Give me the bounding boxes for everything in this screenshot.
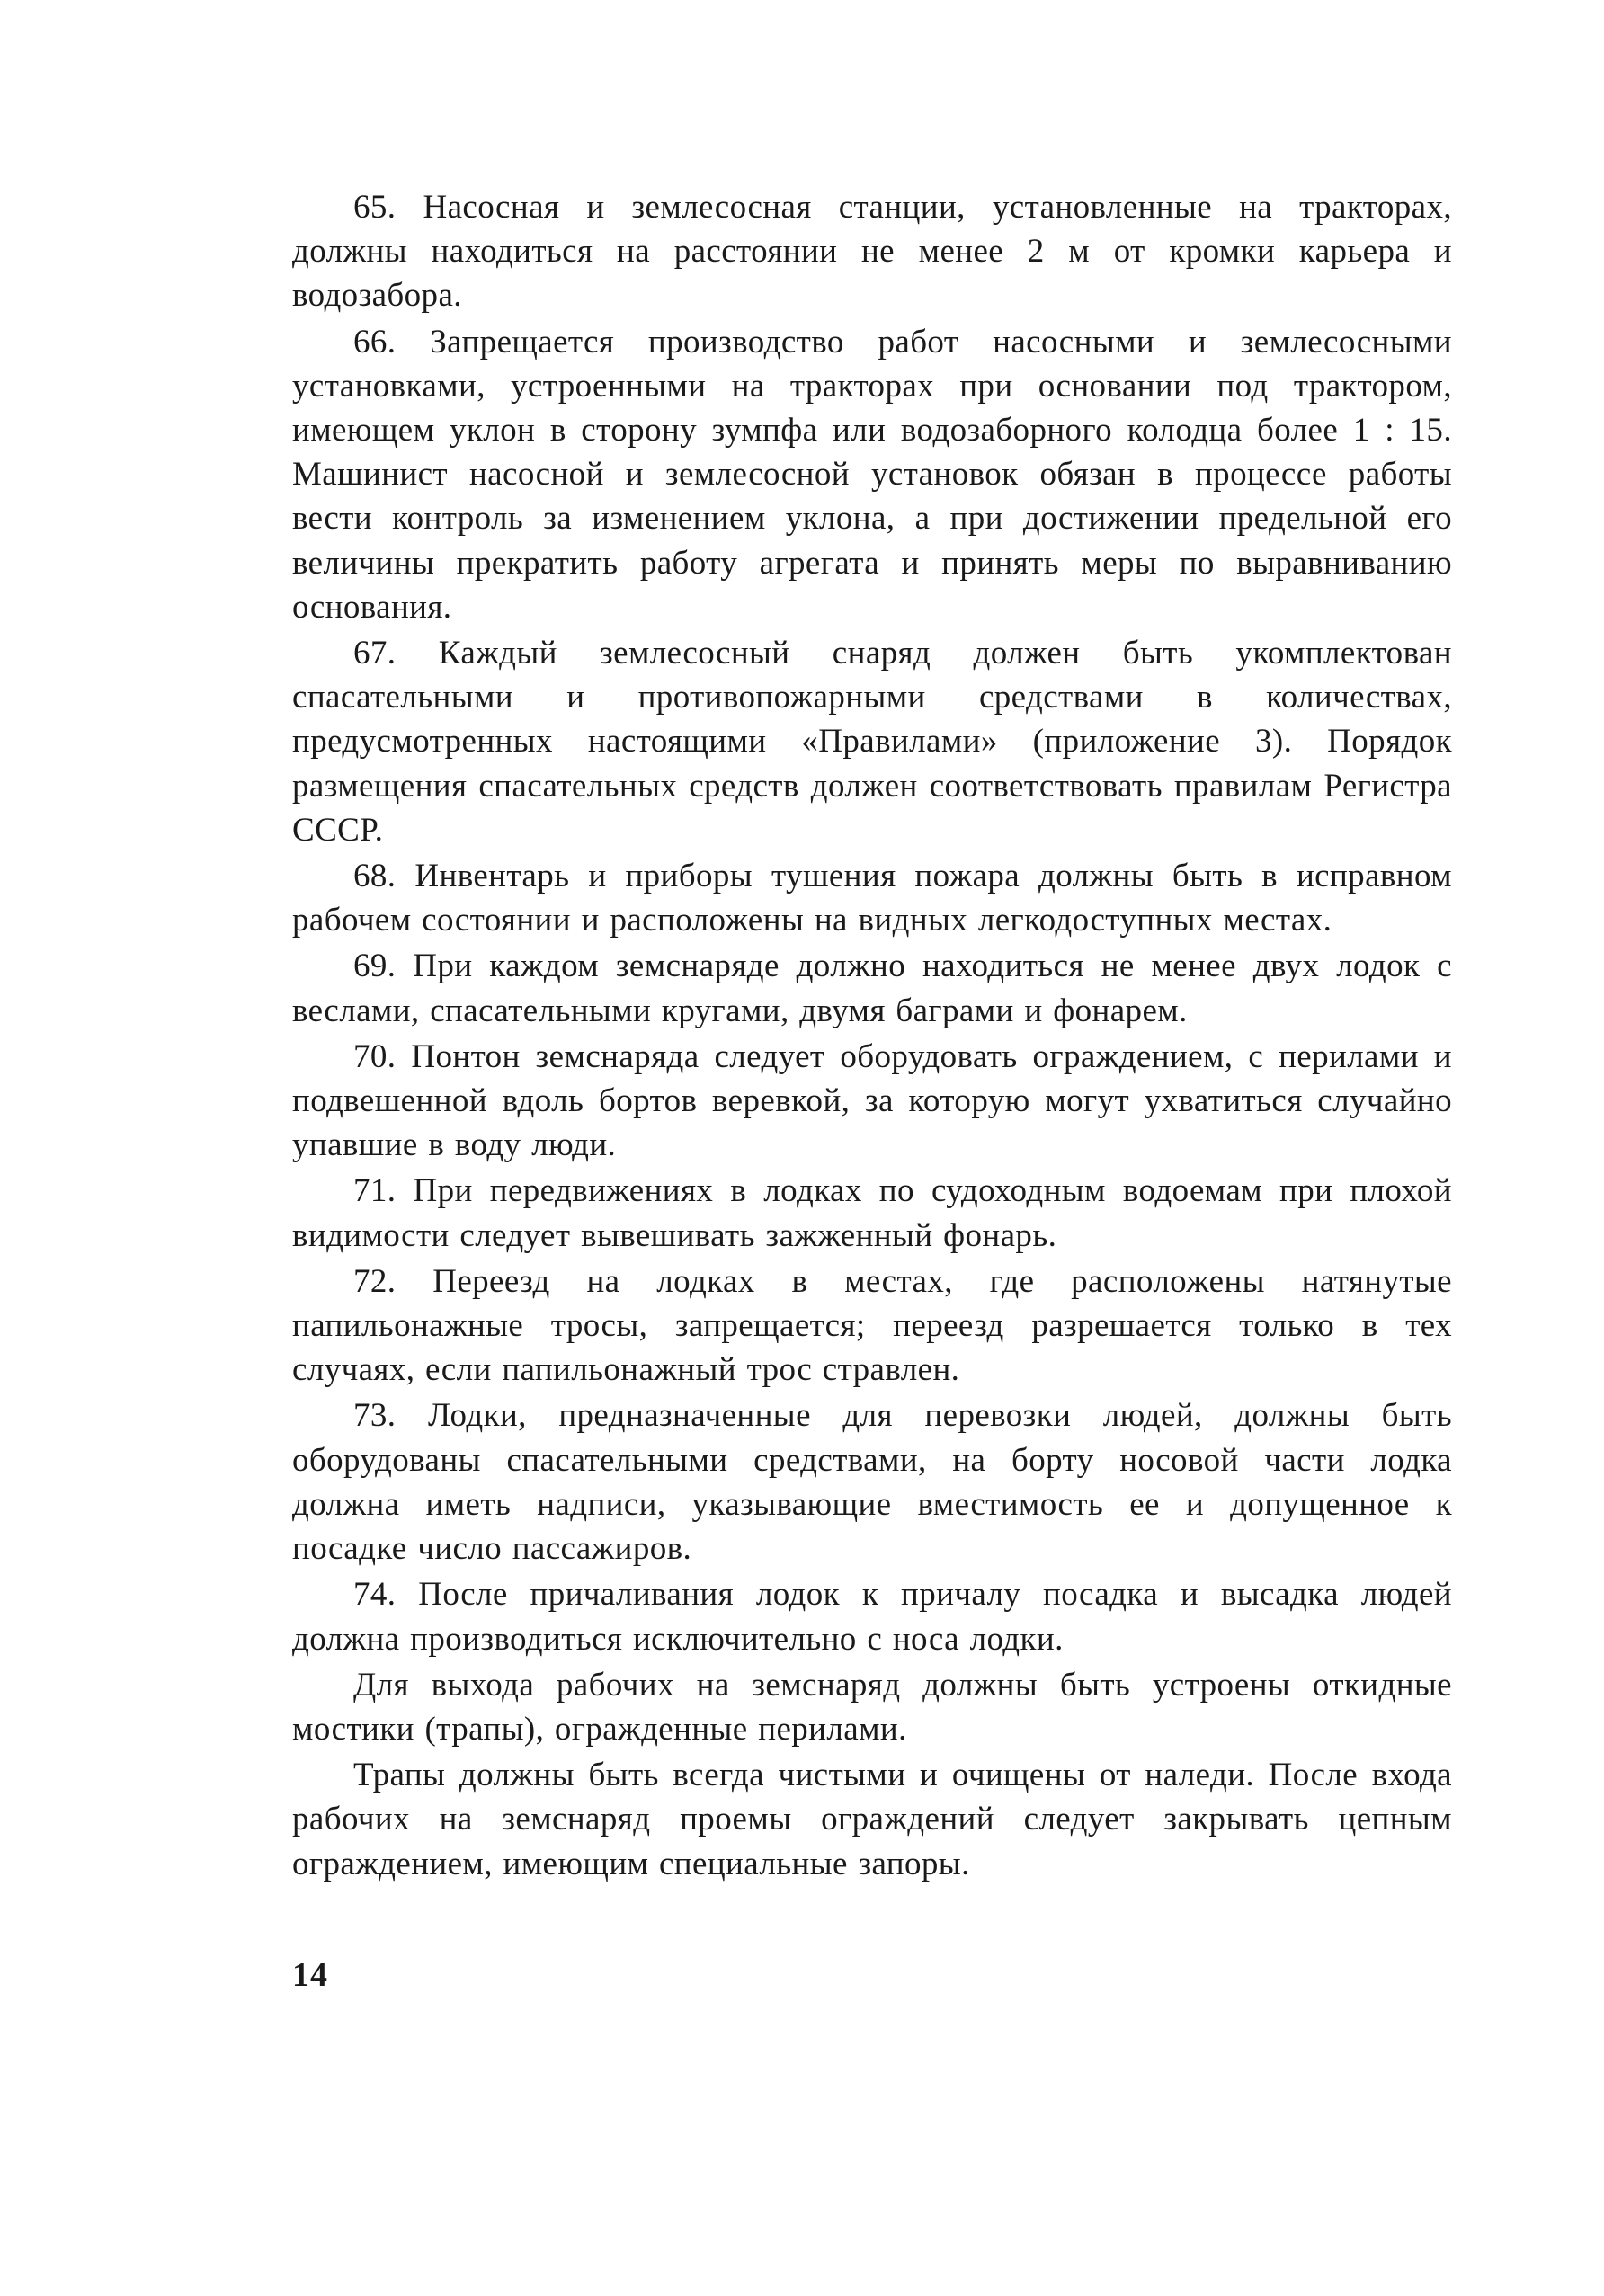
paragraph-67: 67. Каждый землесосный снаряд должен быть укомплектован спасательными и противопожарными средствами в количествах, предусмотренных настоящими «Правилами» (приложение 3). Порядок размещения спасательных средств должен соответствовать правилам Регистра СССР. — [292, 635, 1452, 849]
paragraph-66: 66. Запрещается производство работ насосными и землесосными установками, устроенными на тракторах при основании под трактором, имеющем уклон в сторону зумпфа или водозаборного колодца более 1 : 15. Машинист насосной и землесосной установок обязан в процессе работы вести контроль за изменением уклона, а при достижении предельной его величины прекратить работу агрегата и принять меры по выравниванию основания. — [292, 323, 1452, 626]
paragraph-65: 65. Насосная и землесосная станции, установленные на тракторах, должны находиться на расстоянии не менее 2 м от кромки карьера и водозабора. — [292, 189, 1452, 315]
paragraph-ladders: Трапы должны быть всегда чистыми и очищены от наледи. После входа рабочих на земснаряд проемы ограждений следует закрывать цепным ограждением, имеющим специальные запоры. — [292, 1757, 1452, 1882]
paragraph-71: 71. При передвижениях в лодках по судоходным водоемам при плохой видимости следует вывешивать зажженный фонарь. — [292, 1172, 1452, 1254]
paragraph-69: 69. При каждом земснаряде должно находиться не менее двух лодок с веслами, спасательными кругами, двумя баграми и фонарем. — [292, 948, 1452, 1029]
document-body — [292, 185, 1452, 1888]
page-number: 14 — [292, 1956, 328, 1994]
paragraph-74: 74. После причаливания лодок к причалу посадка и высадка людей должна производиться исключительно с носа лодки. — [292, 1576, 1452, 1658]
paragraph-73: 73. Лодки, предназначенные для перевозки людей, должны быть оборудованы спасательными средствами, на борту носовой части лодка должна иметь надписи, указывающие вместимость ее и допущенное к посадке число пассажиров. — [292, 1397, 1452, 1568]
paragraph-72: 72. Переезд на лодках в местах, где расположены натянутые папильонажные тросы, запрещается; переезд разрешается только в тех случаях, если папильонажный трос стравлен. — [292, 1262, 1452, 1389]
paragraph-68: 68. Инвентарь и приборы тушения пожара должны быть в исправном рабочем состоянии и расположены на видных легкодоступных местах. — [292, 858, 1452, 939]
paragraph-70: 70. Понтон земснаряда следует оборудовать ограждением, с перилами и подвешенной вдоль бортов веревкой, за которую могут ухватиться случайно упавшие в воду люди. — [292, 1037, 1452, 1164]
paragraph-gangway: Для выхода рабочих на земснаряд должны быть устроены откидные мостики (трапы), огражденные перилами. — [292, 1666, 1452, 1748]
